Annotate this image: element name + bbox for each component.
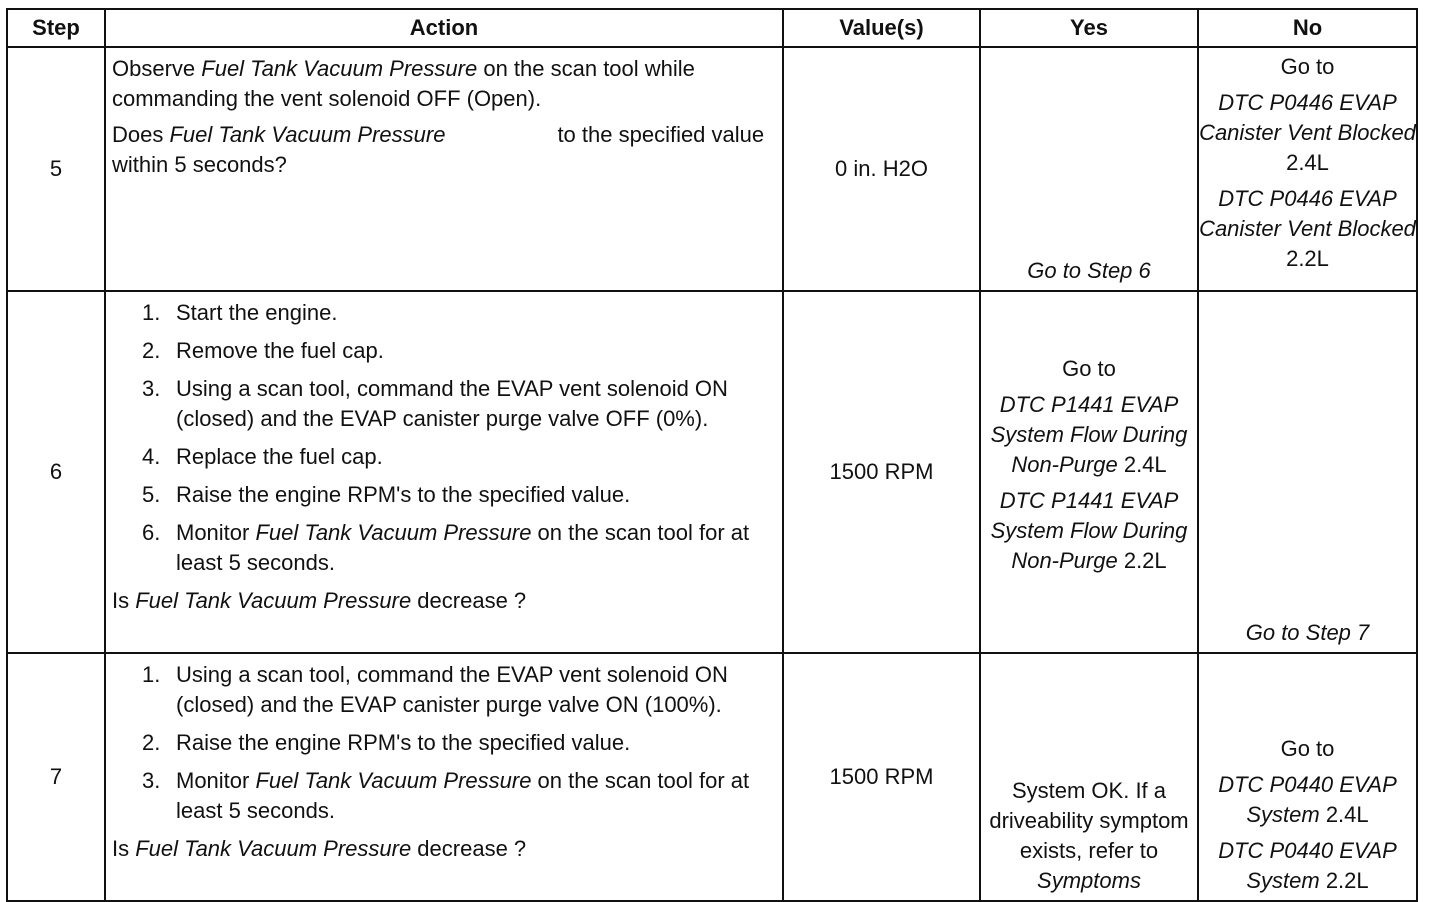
action-instruction: Observe Fuel Tank Vacuum Pressure on the scan tool while commanding the vent solenoid OFF (Open). <box>112 56 695 111</box>
header-no: No <box>1198 9 1417 47</box>
action-step: 2. Raise the engine RPM's to the specified value. <box>142 730 631 755</box>
value-cell: 1500 RPM <box>783 291 980 653</box>
action-step: 3. Using a scan tool, command the EVAP vent solenoid ON (closed) and the EVAP canister purge valve OFF (0%). <box>142 376 728 431</box>
yes-cell <box>980 291 1198 653</box>
yes-cell <box>980 47 1198 291</box>
header-values: Value(s) <box>783 9 980 47</box>
action-question: Does Fuel Tank Vacuum Pressure to the specified value within 5 seconds? <box>112 122 765 177</box>
header-action: Action <box>105 9 783 47</box>
no-cell <box>1198 47 1417 291</box>
no-goto-label: Go to <box>1280 736 1335 761</box>
no-refs <box>1199 734 1416 896</box>
yes-goto-label: Go to <box>1062 356 1116 381</box>
action-steps <box>112 660 778 826</box>
action-step: 4. Replace the fuel cap. <box>142 444 383 469</box>
no-ref-2: DTC P0446 EVAP Canister Vent Blocked 2.2L <box>1199 186 1416 271</box>
action-step: 3. Monitor Fuel Tank Vacuum Pressure on the scan tool for at least 5 seconds. <box>142 768 750 823</box>
header-step: Step <box>7 9 105 47</box>
action-cell <box>105 291 783 653</box>
no-ref-2: DTC P0440 EVAP System 2.2L <box>1218 838 1397 893</box>
value-cell: 1500 RPM <box>783 653 980 901</box>
header-row <box>7 9 1417 47</box>
action-cell <box>105 653 783 901</box>
yes-system-ok: System OK. If a driveability symptom exists, refer to Symptoms <box>989 778 1189 893</box>
table-row <box>7 653 1417 901</box>
table-row <box>7 47 1417 291</box>
yes-cell <box>980 653 1198 901</box>
action-step: 5. Raise the engine RPM's to the specified value. <box>142 482 631 507</box>
yes-ref-1: DTC P1441 EVAP System Flow During Non-Purge 2.4L <box>990 392 1188 477</box>
no-cell <box>1198 653 1417 901</box>
action-steps <box>112 298 778 578</box>
action-step: 1. Start the engine. <box>142 300 338 325</box>
step-number: 6 <box>7 291 105 653</box>
action-question: Is Fuel Tank Vacuum Pressure decrease ? <box>112 588 527 613</box>
no-ref-1: DTC P0440 EVAP System 2.4L <box>1218 772 1397 827</box>
action-step: 2. Remove the fuel cap. <box>142 338 384 363</box>
no-cell <box>1198 291 1417 653</box>
action-cell <box>105 47 783 291</box>
action-step: 6. Monitor Fuel Tank Vacuum Pressure on the scan tool for at least 5 seconds. <box>142 520 750 575</box>
header-yes: Yes <box>980 9 1198 47</box>
yes-ref-2: DTC P1441 EVAP System Flow During Non-Purge 2.2L <box>990 488 1188 573</box>
yes-goto: Go to Step 6 <box>1027 258 1151 283</box>
action-step: 1. Using a scan tool, command the EVAP vent solenoid ON (closed) and the EVAP canister purge valve ON (100%). <box>142 662 728 717</box>
no-ref-1: DTC P0446 EVAP Canister Vent Blocked 2.4L <box>1199 90 1416 175</box>
value-cell: 0 in. H2O <box>783 47 980 291</box>
no-goto-label: Go to <box>1280 54 1335 79</box>
action-question: Is Fuel Tank Vacuum Pressure decrease ? <box>112 836 527 861</box>
no-goto: Go to Step 7 <box>1245 620 1370 645</box>
diagnostic-table <box>6 8 1418 902</box>
table-row <box>7 291 1417 653</box>
step-number: 5 <box>7 47 105 291</box>
step-number: 7 <box>7 653 105 901</box>
